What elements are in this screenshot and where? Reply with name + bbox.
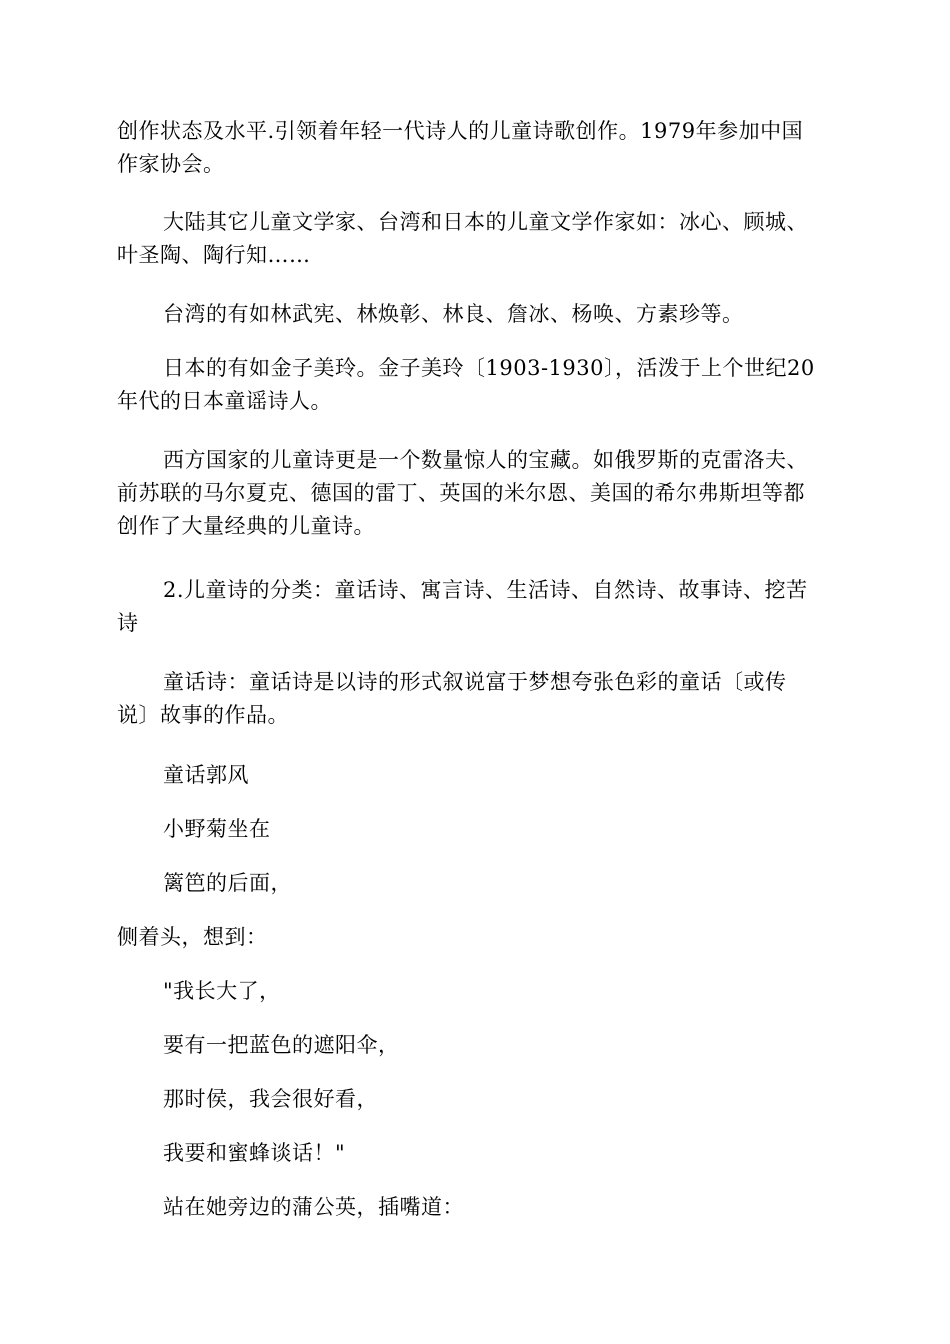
poem-line-7-text: 我要和蜜蜂谈话！" — [163, 1141, 346, 1165]
paragraph-7-line-2: 说〕故事的作品。 — [117, 703, 289, 727]
paragraph-4-line-1: 日本的有如金子美玲。金子美玲〔1903-1930〕，活泼于上个世纪20 — [163, 356, 815, 380]
paragraph-2 — [117, 206, 835, 272]
poem-line-2-text: 篱笆的后面， — [163, 871, 292, 895]
paragraph-4-line-2: 年代的日本童谣诗人。 — [117, 389, 332, 413]
paragraph-6-line-2: 诗 — [117, 611, 139, 635]
paragraph-3 — [117, 298, 835, 331]
poem-line-5-text: 要有一把蓝色的遮阳伞， — [163, 1033, 400, 1057]
paragraph-5-line-2: 前苏联的马尔夏克、德国的雷丁、英国的米尔恩、美国的希尔弗斯坦等都 — [117, 481, 805, 505]
poem-line-1-text: 小野菊坐在 — [163, 817, 271, 841]
paragraph-2-line-2: 叶圣陶、陶行知…… — [117, 243, 311, 267]
paragraph-1 — [117, 115, 835, 181]
paragraph-7 — [117, 666, 835, 732]
poem-line-4 — [117, 975, 835, 1008]
paragraph-2-line-1: 大陆其它儿童文学家、台湾和日本的儿童文学作家如：冰心、顾城、 — [163, 210, 808, 234]
paragraph-5-line-1: 西方国家的儿童诗更是一个数量惊人的宝藏。如俄罗斯的克雷洛夫、 — [163, 448, 808, 472]
paragraph-5 — [117, 444, 835, 543]
poem-line-4-text: "我长大了， — [163, 979, 281, 1003]
poem-line-6 — [117, 1083, 835, 1116]
paragraph-7-line-1: 童话诗：童话诗是以诗的形式叙说富于梦想夸张色彩的童话〔或传 — [163, 670, 787, 694]
poem-line-2 — [117, 867, 835, 900]
paragraph-6-line-1: 2.儿童诗的分类：童话诗、寓言诗、生活诗、自然诗、故事诗、挖苦 — [163, 578, 808, 602]
poem-title — [117, 759, 835, 792]
paragraph-3-line-1: 台湾的有如林武宪、林焕彰、林良、詹冰、杨唤、方素珍等。 — [163, 302, 744, 326]
poem-line-7 — [117, 1137, 835, 1170]
poem-line-5 — [117, 1029, 835, 1062]
poem-line-8-text: 站在她旁边的蒲公英，插嘴道： — [163, 1195, 464, 1219]
paragraph-4 — [117, 352, 835, 418]
poem-line-1 — [117, 813, 835, 846]
poem-title-text: 童话郭风 — [163, 763, 249, 787]
paragraph-6 — [117, 574, 835, 640]
poem-line-3-text: 侧着头，想到： — [117, 925, 268, 949]
paragraph-1-line-1: 创作状态及水平.引领着年轻一代诗人的儿童诗歌创作。1979年参加中国 — [117, 119, 804, 143]
poem-line-3 — [117, 921, 835, 954]
poem-line-8 — [117, 1191, 835, 1224]
paragraph-5-line-3: 创作了大量经典的儿童诗。 — [117, 514, 375, 538]
poem-line-6-text: 那时侯，我会很好看， — [163, 1087, 378, 1111]
paragraph-1-line-2: 作家协会。 — [117, 152, 225, 176]
